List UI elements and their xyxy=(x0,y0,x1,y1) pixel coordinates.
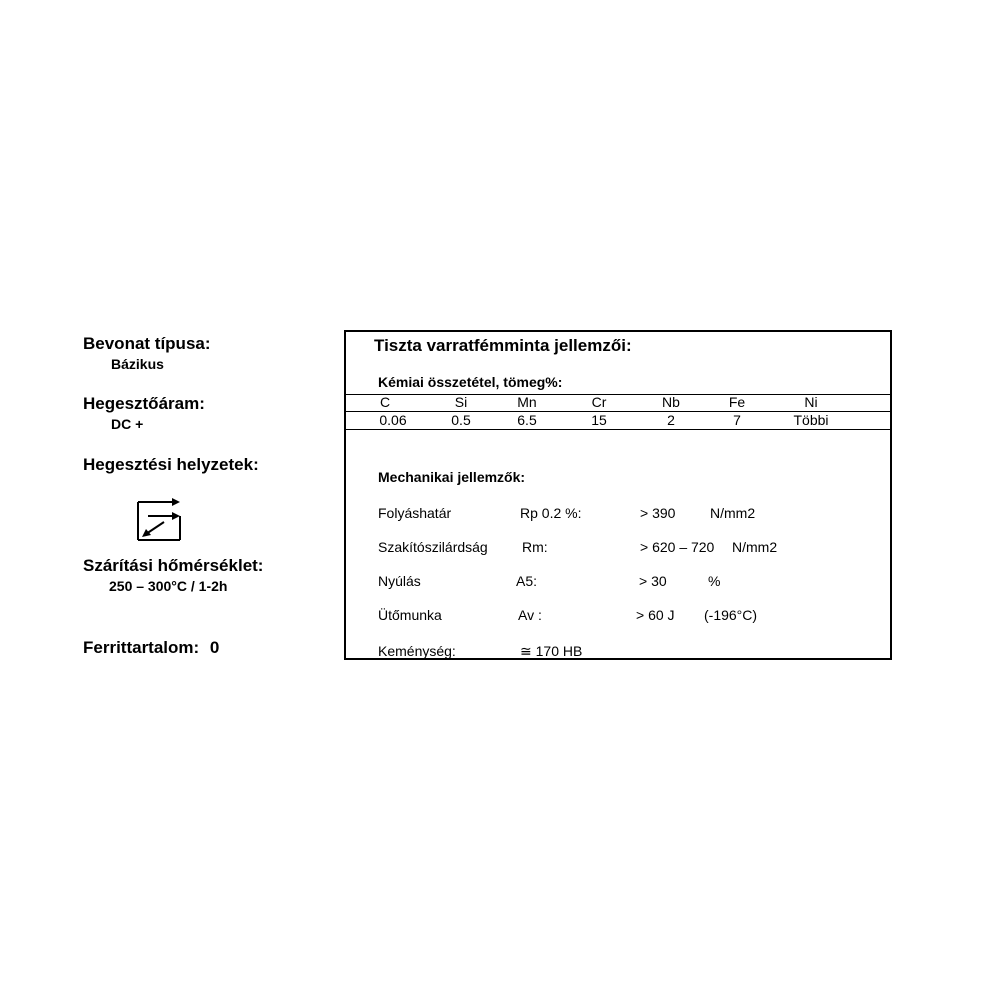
chem-header-si: Si xyxy=(454,394,468,410)
welding-positions-label: Hegesztési helyzetek: xyxy=(83,455,259,474)
chem-value-fe: 7 xyxy=(733,412,741,428)
chemical-composition-title: Kémiai összetétel, tömeg%: xyxy=(378,374,563,390)
mech-unit-impact: (-196°C) xyxy=(704,607,758,623)
mech-unit-elongation: % xyxy=(708,573,721,589)
ferrite-content-label: Ferrittartalom: xyxy=(83,638,200,657)
box-title: Tiszta varratfémminta jellemzői: xyxy=(374,336,632,355)
welding-positions-icon xyxy=(134,494,184,544)
chem-header-mn: Mn xyxy=(517,394,537,410)
welding-current-value: DC + xyxy=(111,416,144,432)
chem-value-nb: 2 xyxy=(667,412,675,428)
coating-type-value: Bázikus xyxy=(111,356,164,372)
mech-unit-tensile: N/mm2 xyxy=(732,539,778,555)
mech-symbol-elongation: A5: xyxy=(516,573,538,589)
chem-value-mn: 6.5 xyxy=(517,412,537,428)
divider xyxy=(346,429,890,430)
ferrite-content xyxy=(83,638,219,658)
chem-value-si: 0.5 xyxy=(451,412,471,428)
chem-header-fe: Fe xyxy=(728,394,746,410)
weld-metal-properties-box xyxy=(344,330,892,660)
coating-type-label: Bevonat típusa: xyxy=(83,334,211,353)
mech-name-impact: Ütőmunka xyxy=(378,607,442,623)
welding-current-label: Hegesztőáram: xyxy=(83,394,205,413)
chem-value-c: 0.06 xyxy=(379,412,407,428)
chem-header-cr: Cr xyxy=(591,394,607,410)
mech-value-tensile: > 620 – 720 xyxy=(640,539,715,555)
ferrite-content-value: 0 xyxy=(209,638,220,657)
drying-temperature-value: 250 – 300°C / 1-2h xyxy=(109,578,228,594)
mech-name-yield: Folyáshatár xyxy=(378,505,452,521)
mech-value-elongation: > 30 xyxy=(639,573,667,589)
mech-name-hardness: Keménység: xyxy=(378,643,456,659)
drying-temperature-label: Szárítási hőmérséklet: xyxy=(83,556,264,575)
chem-header-ni: Ni xyxy=(804,394,818,410)
chem-value-cr: 15 xyxy=(591,412,607,428)
mech-name-elongation: Nyúlás xyxy=(378,573,421,589)
mech-symbol-impact: Av : xyxy=(518,607,542,623)
chem-value-ni: Többi xyxy=(793,412,829,428)
mech-symbol-yield: Rp 0.2 %: xyxy=(520,505,582,521)
mech-unit-yield: N/mm2 xyxy=(710,505,756,521)
chem-header-nb: Nb xyxy=(662,394,680,410)
mech-symbol-hardness: ≅ 170 HB xyxy=(520,643,583,659)
mech-symbol-tensile: Rm: xyxy=(522,539,548,555)
mech-name-tensile: Szakítószilárdság xyxy=(378,539,488,555)
mech-value-yield: > 390 xyxy=(640,505,676,521)
mechanical-properties-title: Mechanikai jellemzők: xyxy=(378,469,526,485)
mech-value-impact: > 60 J xyxy=(636,607,675,623)
chem-header-c: C xyxy=(379,394,391,410)
